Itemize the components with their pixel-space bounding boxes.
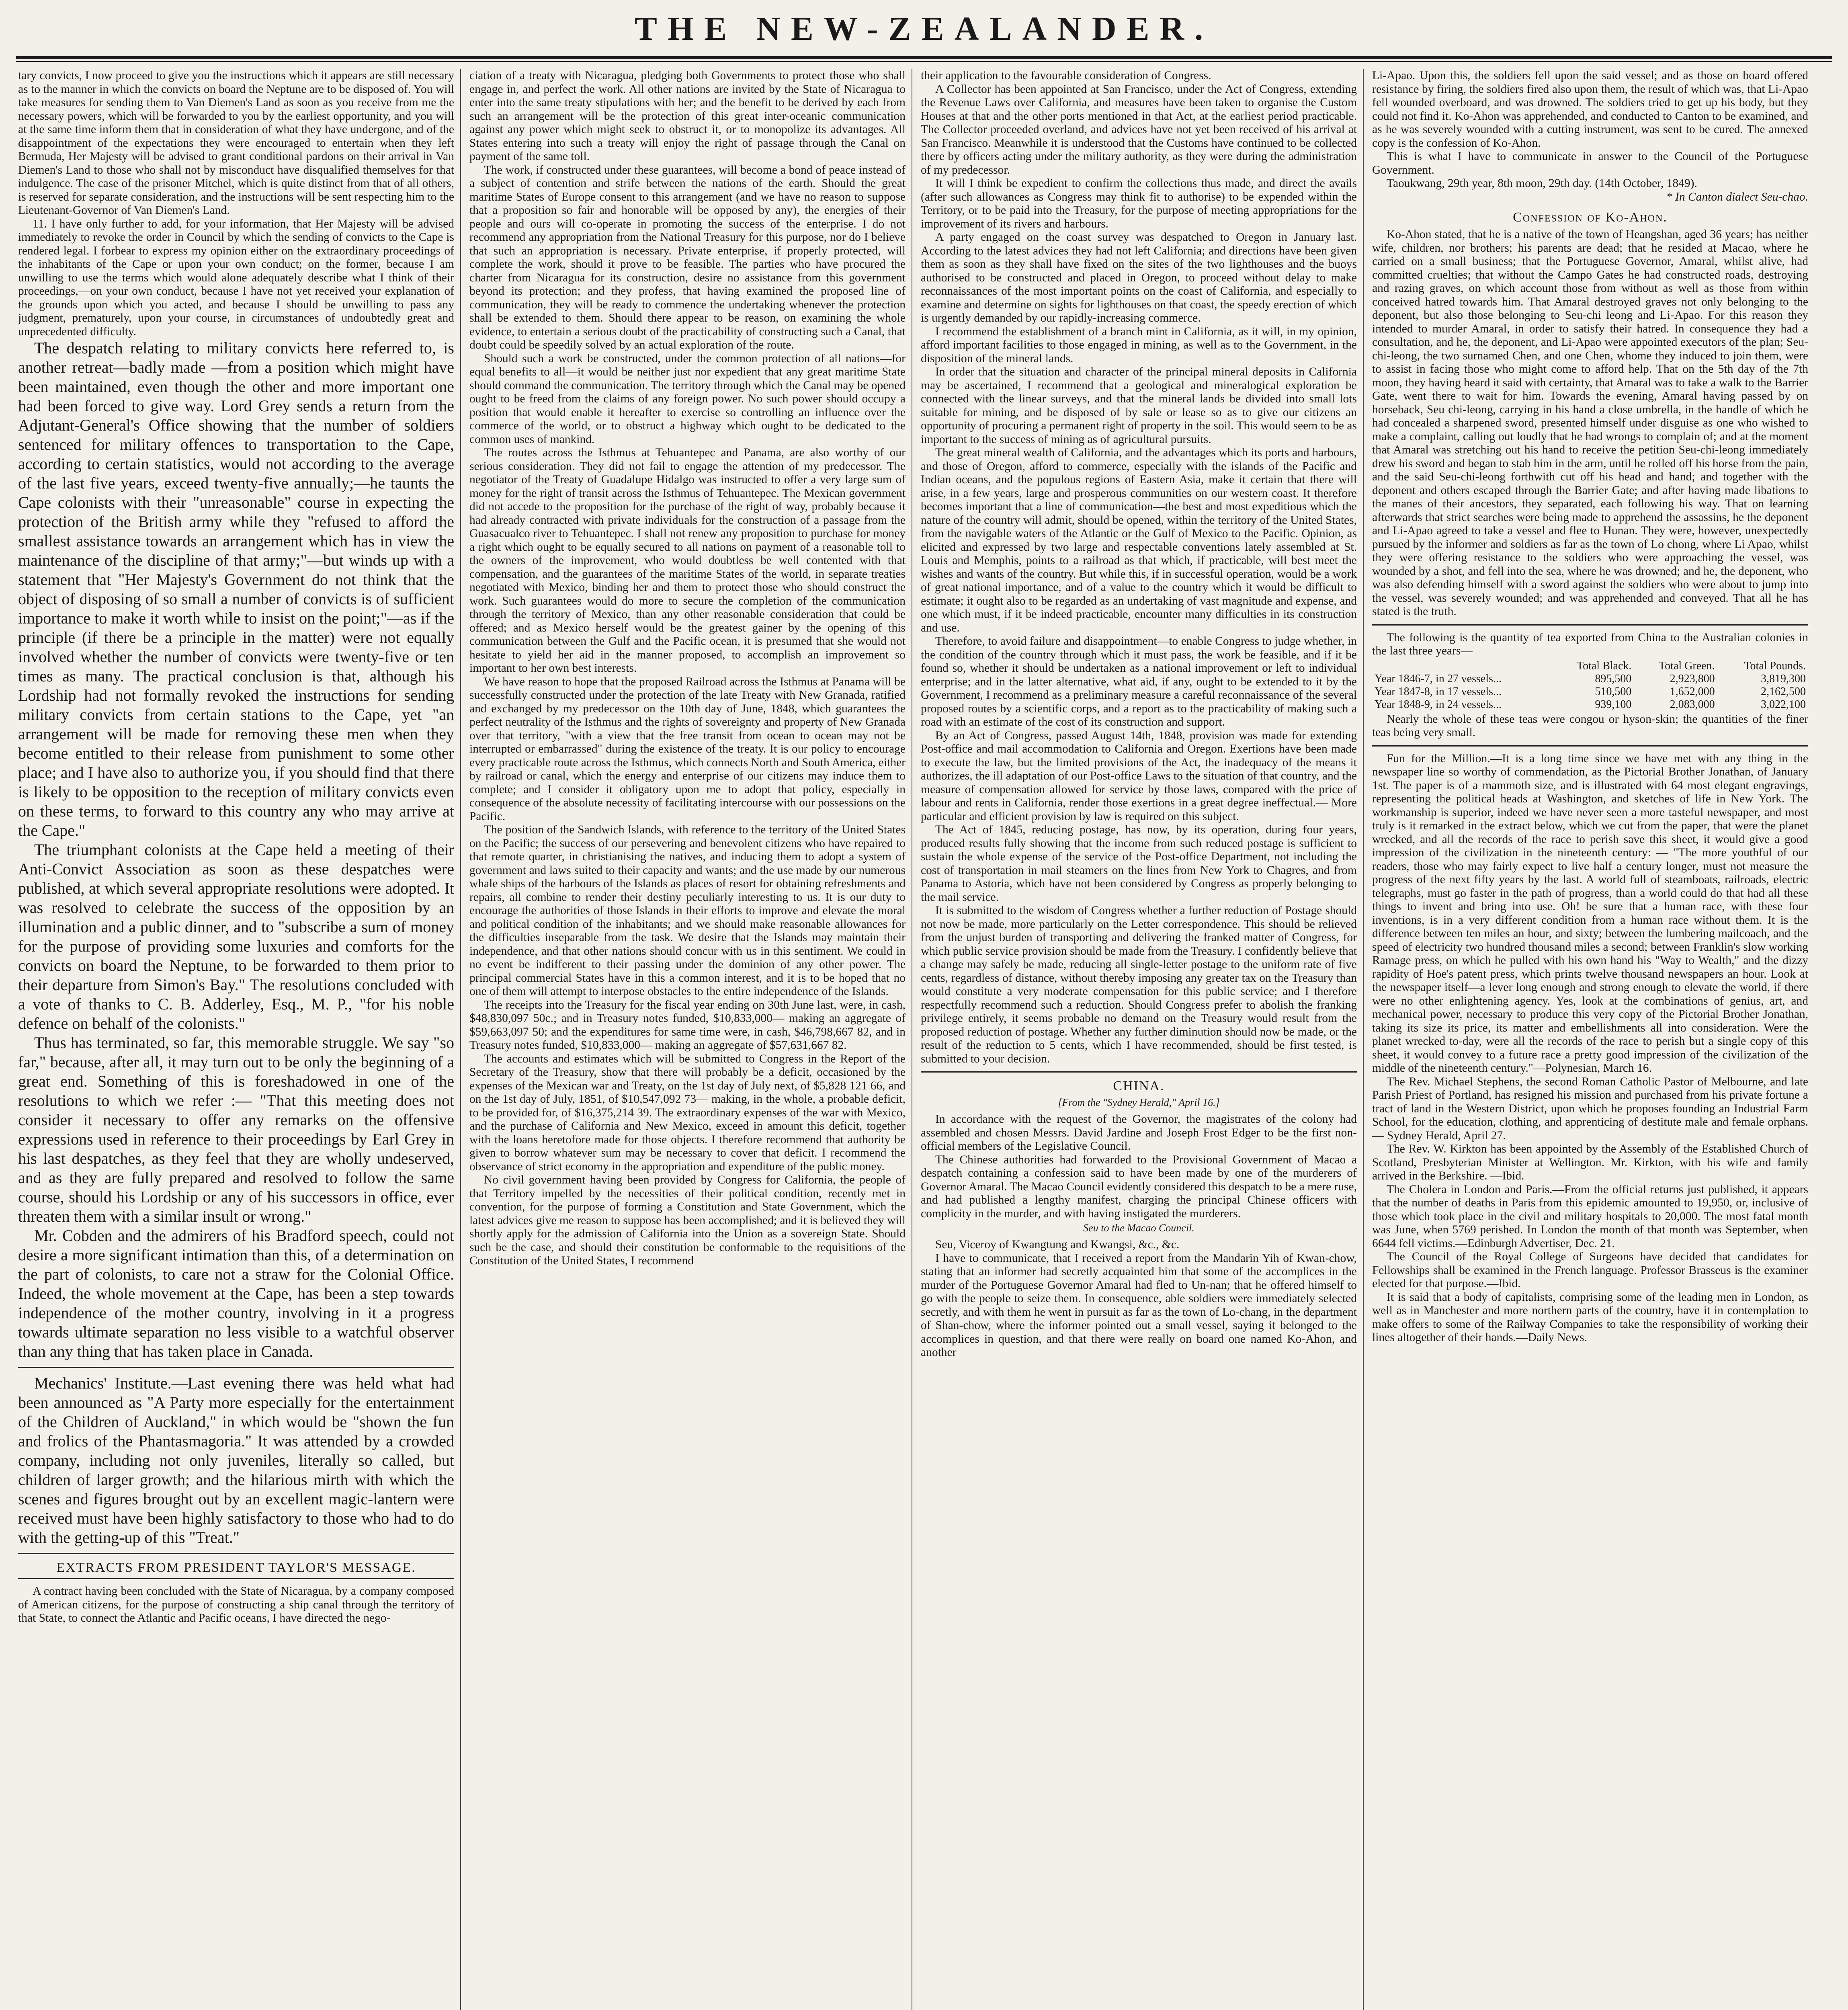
column-divider [1363,69,1364,2010]
paragraph: A contract having been concluded with the State of Nicaragua, by a company composed of American citizens, for the purpose of constructing a ship canal through the territory of that State, to connect the Atlantic and Pacific oceans, I have directed the nego- [18,1585,454,1624]
table-header: Total Pounds. [1744,659,1806,672]
paragraph: Should such a work be constructed, under the common protection of all nations—for equal benefits to all—it would be neither just nor expedient that any great maritime State should command the communication. The territory through which the Canal may be opened ought to be freed from the claims of any foreign power. No such power should occupy a position that would enable it hereafter to exercise so controlling an influence over the commerce of the world, or to obstruct a highway which ought to be dedicated to the common uses of mankind. [469,352,906,446]
table-cell: 3,022,100 [1761,698,1806,711]
table-cell: 1,652,000 [1670,685,1715,698]
paragraph: The Rev. Michael Stephens, the second Roman Catholic Pastor of Melbourne, and late Parish Priest of Portland, has resigned his mission and purchased from his private fortune a tract of land in the Western District, upon which he proposes founding an Industrial Farm School, for the education, clothing, and apprenticing of destitute male and female orphans.— Sydney Herald, April 27. [1372,1075,1808,1142]
table-header [1372,660,1552,673]
paragraph: It is said that a body of capitalists, comprising some of the leading men in London, as well as in Manchester and more northern parts of the country, have it in contemplation to make offers to some of the Railway Companies to take the responsibility of working their lines altogether of their hands.—Daily News. [1372,1290,1808,1344]
masthead [16,9,1832,53]
table-row [1372,685,1808,698]
subheading: Seu to the Macao Council. [1083,1222,1194,1234]
paragraph: Seu, Viceroy of Kwangtung and Kwangsi, &c., &c. [935,1238,1180,1251]
paragraph: their application to the favourable consideration of Congress. [921,69,1211,82]
paragraph: It is submitted to the wisdom of Congress whether a further reduction of Postage should not now be made, more particularly on the Letter correspondence. This should be relieved from the unjust burden of transporting and delivering the franked matter of Congress, for which public service provision should be made from the Treasury. I confidently believe that a change may safely be made, reducing all single-letter postage to the uniform rate of five cents, regardless of distance, without thereby imposing any greater tax on the Treasury than would constitute a very moderate compensation for this public service; and I therefore respectfully recommend such a reduction. Should Congress prefer to abolish the franking privilege entirely, it seems probable no demand on the Treasury would result from the proposed reduction of postage. Whether any further diminution should now be made, or the result of the reduction to 5 cents, which I have recommended, should be first tested, is submitted to your decision. [921,904,1357,1065]
paragraph: tary convicts, I now proceed to give you the instructions which it appears are still necessary as to the manner in which the convicts on board the Neptune are to be disposed of. You will take measures for sending them to Van Diemen's Land as soon as you receive from me the necessary powers, which will be forwarded to you by the earliest opportunity, and you will at the same time inform them that in consideration of what they have undergone, and of the disappointment of the expectations they were encouraged to entertain when they left Bermuda, Her Majesty will be advised to grant conditional pardons on their arrival in Van Diemen's Land to those who shall not by misconduct have disqualified themselves for that indulgence. The case of the prisoner Mitchel, which is quite distinct from that of all others, is reserved for separate consideration, and the instructions will be sent respecting him to the Lieutenant-Governor of Van Diemen's Land. [18,69,454,217]
paragraph: I have to communicate, that I received a report from the Mandarin Yih of Kwan-chow, stating that an informer had secretly acquainted him that some of the accomplices in the murder of the Portuguese Governor Amaral had fled to Un-nan; that he offered himself to go with the people to seize them. In consequence, able soldiers were immediately selected secretly, and with them he went in pursuit as far as the town of Lo-chang, in the department of Shan-chow, where the informer pointed out a small vessel, saying it belonged to the accomplices in question, and that there were really on board one named Ko-Ahon, and another [921,1251,1357,1359]
paragraph: Thus has terminated, so far, this memorable struggle. We say "so far," because, after all, it may turn out to be only the beginning of a great end. Something of this is foreshadowed in one of the resolutions to which we refer :— "That this meeting does not consider it necessary to offer any remarks on the offensive expressions used in reference to their proceedings by Earl Grey in his last despatches, as they feel that they are wholly undeserved, and as they are fully prepared and resolved to follow the same course, should his Lordship or any of his successors in office, ever threaten them with a similar insult or wrong." [18,1034,454,1225]
paragraph: Ko-Ahon stated, that he is a native of the town of Heangshan, aged 36 years; has neither wife, children, nor brothers; his parents are dead; that he resided at Macao, where he carried on a small business; that the Portuguese Governor, Amaral, whilst alive, had committed cruelties; that without the Campo Gates he had constructed roads, destroying and razing graves, on which account those from without as well as those from within conceived hatred towards him. That Amaral destroyed graves not only belonging to the deponent, but also those belonging to Seu-chi leong and Li-Apao. For this reason they intended to murder Amaral, in order to satisfy their hatred. In consequence they had a consultation, and he, the deponent, and Li-Apao were appointed executors of the plan; Seu-chi-leong, the two surnamed Chen, and one Chen, whome they induced to join them, were to assist in facing those who might come to afford help. That on the 5th day of the 7th moon, they having heard it said with certainty, that Amaral was to take a walk to the Barrier Gate, went there to wait for him. Towards the evening, Amaral having passed by on horseback, Seu chi-leong, carrying in his hand a close umbrella, in the handle of which he had concealed a sharpened sword, presented himself under disguise as one who wished to make a complaint, calling out loudly that he had wrongs to complain of; and at the moment that Amaral was stretching out his hand to receive the petition Seu-chi-leong immediately drew his sword and began to stab him in the arm, until he rolled off his horse from the pain, and the said Seu-chi-leong forthwith cut off his head and hand; and together with the deponent and others escaped through the Barrier Gate; and after having made libations to the manes of their ancestors, they separated, each following his way. That on learning afterwards that strict searches were being made to apprehend the assassins, he the deponent and Li-Apao agreed to take a vessel and flee to Hunan. They were, however, unexpectedly pursued by the informer and soldiers as far as the town of Lo chong, where Li Apao, whilst they were offering resistance to the soldiers who were approaching the vessel, was wounded by a shot, and fell into the sea, where he was drowned; and he, the deponent, who was also defending himself with a sword against the soldiers who were about to jump into the vessel, was severely wounded; and was apprehended and conveyed. That all he has stated is the truth. [1372,228,1808,618]
table-header-row [1372,660,1808,673]
table-header: Total Black. [1576,659,1632,672]
paragraph: The routes across the Isthmus at Tehuantepec and Panama, are also worthy of our serious consideration. They did not fail to engage the attention of my predecessor. The negotiator of the Treaty of Guadalupe Hidalgo was instructed to offer a very large sum of money for the right of transit across the Isthmus of Tehuantepec. The Mexican government did not accede to the proposition for the purchase of the right of way, probably because it had already contracted with private individuals for the construction of a passage from the Guasacualco river to Tehuantepec. I shall not renew any proposition to purchase for money a right which ought to be equally secured to all nations on payment of a reasonable toll to the owners of the improvement, who would doubtless be well contented with that compensation, and the guarantees of the maritime States of the world, in separate treaties negotiated with Mexico, binding her and them to protect those who should construct the work. Such guarantees would do more to secure the completion of the communication through the territory of Mexico, than any other reasonable consideration that could be offered; and as Mexico herself would be the greatest gainer by the opening of this communication between the Gulf and the Pacific ocean, it is presumed that she would not hesitate to yield her aid in the manner proposed, to accomplish an improvement so important to her own best interests. [469,446,906,675]
paragraph: The work, if constructed under these guarantees, will become a bond of peace instead of a subject of contention and strife between the nations of the earth. Should the great maritime States of Europe consent to this arrangement (and we have no reason to suppose that a proposition so fair and honorable will be opposed by any), the energies of their people and ours will co-operate in promoting the success of the enterprise. I do not recommend any appropriation from the National Treasury for this purpose, nor do I believe that such an appropriation is necessary. Private enterprise, if properly protected, will complete the work, should it prove to be feasible. The parties who have procured the charter from Nicaragua for its construction, desire no assistance from this government beyond its protection; and they profess, that having examined the proposed line of communication, they will be ready to commence the undertaking whenever the protection shall be extended to them. Should there appear to be reason, on examining the whole evidence, to entertain a serious doubt of the practicability of constructing such a Canal, that doubt could be speedily solved by an actual exploration of the route. [469,163,906,351]
paragraph: The Council of the Royal College of Surgeons have decided that candidates for Fellowships shall be examined in the French language. Professor Brasseus is the examiner elected for that purpose.—Ibid. [1372,1250,1808,1290]
table-cell: 939,100 [1595,698,1632,711]
separator [921,1071,1357,1073]
paragraph: The following is the quantity of tea exported from China to the Australian colonies in the last three years— [1372,631,1808,657]
paragraph: No civil government having been provided by Congress for California, the people of that Territory impelled by the necessities of their political condition, recently met in convention, for the purpose of forming a Constitution and State Government, which the latest advices give me reason to suppose has been accomplished; and it is believed they will shortly apply for the admission of California into the Union as a sovereign State. Should such be the case, and should their constitution be conformable to the requisitions of the Constitution of the United States, I recommend [469,1173,906,1267]
paragraph: The Rev. W. Kirkton has been appointed by the Assembly of the Established Church of Scotland, Presbyterian Minister at Wellington. Mr. Kirkton, with his wife and family arrived in the Berkshire. —Ibid. [1372,1142,1808,1182]
separator [1372,624,1808,626]
paragraph: The despatch relating to military convicts here referred to, is another retreat—badly made —from a position which might have been maintained, even though the other and more important one had been forced to give way. Lord Grey sends a return from the Adjutant-General's Office showing that the number of soldiers sentenced for military offences to transportation to the Cape, according to certain statistics, would not according to the average of the last five years, exceed twenty-five annually;—he taunts the Cape colonists with their "unreasonable" course in expecting the protection of the British army while they "refused to afford the smallest assistance towards an arrangement which has in view the maintenance of the discipline of that army;"—but winds up with a statement that "Her Majesty's Government do not think that the object of disposing of so small a number of convicts is of sufficient importance to make it worth while to insist on the point;"—as if the principle (if there be a principle in the matter) were not equally involved whether the number of convicts were twenty-five or ten times as many. The practical conclusion is that, although his Lordship had not formally revoked the instructions for sending military convicts from certain stations to the Cape, yet "an arrangement will be made for removing these men when they become entitled to their release from punishment to some other place; and I have also to authorize you, if you should find that there is likely to be opposition to the reception of military convicts even on these terms, to forward to this country any who may arrive at the Cape." [18,339,454,839]
table-cell: Year 1848-9, in 24 vessels... [1375,698,1502,711]
paragraph: Mr. Cobden and the admirers of his Bradford speech, could not desire a more significant intimation than this, of a determination on the part of colonists, to care not a straw for the Colonial Office. Indeed, the whole movement at the Cape, has been a step towards independence of the mother country, involving in it a progress towards ultimate separation no less visible to a watchful observer than any thing that has taken place in Canada. [18,1227,454,1360]
table-cell: 3,819,300 [1761,672,1806,685]
paragraph: In order that the situation and character of the principal mineral deposits in California may be ascertained, I recommend that a geological and mineralogical exploration be connected with the linear surveys, and that the mineral lands be divided into small lots suitable for mining, and be disposed of by sale or lease so as to give our citizens an opportunity of procuring a permanent right of property in the soil. This would seem to be as important to the success of mining as of agricultural pursuits. [921,365,1357,446]
table-cell: 510,500 [1595,685,1632,698]
paragraph: The position of the Sandwich Islands, with reference to the territory of the United States on the Pacific; the success of our persevering and benevolent citizens who have repaired to that remote quarter, in christianising the natives, and inducing them to adopt a system of government and laws suited to their capacity and wants; and the use made by our numerous whale ships of the harbours of the Islands as places of resort for obtaining refreshments and repairs, all combine to render their destiny peculiarly interesting to us. It is our duty to encourage the authorities of those Islands in their efforts to improve and elevate the moral and political condition of the inhabitants; and we should make reasonable allowances for the difficulties inseparable from the task. We desire that the Islands may maintain their independence, and that other nations should concur with us in this sentiment. We could in no event be indifferent to their passing under the dominion of any other power. The principal commercial States have in this a common interest, and it is to be hoped that no one of them will attempt to interpose obstacles to the entire independence of the Islands. [469,823,906,998]
paragraph: The triumphant colonists at the Cape held a meeting of their Anti-Convict Association as soon as these despatches were published, at which several appropriate resolutions were adopted. It was resolved to celebrate the success of the opposition by an illumination and a public dinner, and to "subscribe a sum of money for the purpose of providing some luxuries and comforts for the convicts on board the Neptune, to be forwarded to them prior to their departure from Simon's Bay." The resolutions concluded with a vote of thanks to C. B. Adderley, Esq., M. P., "for his noble defence on behalf of the colonists." [18,841,454,1032]
paragraph: Fun for the Million.—It is a long time since we have met with any thing in the newspaper line so worthy of commendation, as the Pictorial Brother Jonathan, of January 1st. The paper is of a mammoth size, and is illustrated with 64 most elegant engravings, representing the political heads at Washington, and sketches of life in New York. The workmanship is superior, indeed we have never seen a more tasteful newspaper, and most truly is it remarked in the extract below, which we cut from the paper, that were the planet wrecked, and all the records of the race to perish save this sheet, it would give a good impression of the civilization in the nineteenth century: — "The more youthful of our readers, those who may fairly expect to live half a century longer, must not measure the progress of the next fifty years by the last. A world full of steamboats, railroads, electric telegraphs, must go faster in the path of progress, than a world could do that had all these things to invent and bring into use. Oh! be sure that a human race, with these four inventions, is in a very different condition from a human race without them. It is the difference between ten miles an hour, and sixty; between the lumbering mailcoach, and the speed of electricity two hundred thousand miles a second; between Franklin's slow working Ramage press, on which he pulled with his own hand his "Way to Wealth," and the dizzy rapidity of Hoe's patent press, which prints twelve thousand newspapers an hour. Look at the newspaper itself—a lever long enough and strong enough to elevate the world, if there were no other enlightening agency. Yes, look at the combinations of genius, art, and mechanical power, necessary to produce this very copy of the Pictorial Brother Jonathan, taking its size its price, its matter and embellishments all into consideration. Were the planet wrecked to-day, were all the records of the race to perish but a single copy of this sheet, it would convey to a future race a pretty good impression of the civilization of the middle of the nineteenth century."—Polynesian, March 16. [1372,752,1808,1075]
column-3 [921,69,1357,2010]
column-4 [1372,69,1808,2010]
paragraph: Mechanics' Institute.—Last evening there was held what had been announced as "A Party more especially for the entertainment of the Children of Auckland," in which would be "shown the fun and frolics of the Phantasmagoria." It was attended by a crowded company, including not only juveniles, literally so called, but children of larger growth; and the hilarious mirth with which the scenes and figures brought out by an excellent magic-lantern were received must have been highly satisfactory to those who had to do with the getting-up of this "Treat." [18,1374,454,1546]
separator [1372,745,1808,747]
footnote: * In Canton dialect Seu-chao. [1666,190,1808,203]
table-cell: Year 1847-8, in 17 vessels... [1375,685,1502,698]
paragraph: The receipts into the Treasury for the fiscal year ending on 30th June last, were, in cash, $48,830,097 50c.; and in Treasury notes funded, $10,833,000— making an aggregate of $59,663,097 50; and the expenditures for same time were, in cash, $46,798,667 82, and in Treasury notes funded, $10,833,000— making an aggregate of $57,631,667 82. [469,998,906,1052]
paragraph: The Cholera in London and Paris.—From the official returns just published, it appears that the number of deaths in Paris from this epidemic amounted to 19,950, or, inclusive of those which took place in the civil and military hospitals to 20,000. The most fatal month was June, when 5769 perished. In London the month of that month was September, when 6644 fell victims.—Edinburgh Advertiser, Dec. 21. [1372,1183,1808,1250]
paragraph: The Act of 1845, reducing postage, has now, by its operation, during four years, produced results fully showing that the income from such reduced postage is sufficient to sustain the whole expense of the service of the Post-office Department, not including the cost of transportation in mail steamers on the lines from New York to Chagres, and from Panama to Astoria, which have not been considered by Congress as properly belonging to the mail service. [921,823,1357,904]
table-header: Total Green. [1659,659,1715,672]
paragraph: This is what I have to communicate in answer to the Council of the Portuguese Government. [1372,150,1808,176]
paragraph: Taoukwang, 29th year, 8th moon, 29th day. (14th October, 1849). [1387,177,1697,190]
table-cell: 2,162,500 [1761,685,1806,698]
table-row [1372,673,1808,685]
column-divider [460,69,461,2010]
table-cell: 895,500 [1595,672,1632,685]
masthead-rule [16,56,1832,59]
section-heading: Confession of Ko-Ahon. [1513,210,1668,225]
tea-export-table [1372,660,1808,711]
paragraph: A party engaged on the coast survey was despatched to Oregon in January last. According to the latest advices they had not left California; and directions have been given them as soon as they shall have fixed on the sites of the two lighthouses and the buoys authorised to be constructed and placed in Oregon, to proceed without delay to make reconnaissances of the most important points on the coast of California, and especially to examine and determine on sights for lighthouses on that coast, the speedy erection of which is urgently demanded by our rapidly-increasing commerce. [921,231,1357,324]
separator [18,1367,454,1368]
paragraph: Li-Apao. Upon this, the soldiers fell upon the said vessel; and as those on board offered resistance by firing, the soldiers fired also upon them, the result of which was, that Li-Apao fell wounded overboard, and was drowned. The soldiers tried to get up his body, but they could not find it. Ko-Ahon was apprehended, and conducted to Canton to be examined, and as he was severely wounded with a cutting instrument, was sent to be cured. The annexed copy is the confession of Ko-Ahon. [1372,69,1808,150]
table-cell: 2,083,000 [1670,698,1715,711]
table-cell: 2,923,800 [1670,672,1715,685]
separator [18,1578,454,1579]
paragraph: We have reason to hope that the proposed Railroad across the Isthmus at Panama will be successfully constructed under the protection of the late Treaty with New Granada, ratified and exchanged by my predecessor on the 10th day of June, 1848, which guarantees the perfect neutrality of the Isthmus and the rights of sovereignty and property of New Granada over that territory, "with a view that the free transit from ocean to ocean may not be interrupted or embarrassed" during the existence of the treaty. It is our policy to encourage every practicable route across the Isthmus, which connects North and South America, either by railroad or canal, which the energy and enterprise of our citizens may induce them to complete; and I consider it obligatory upon me to adopt that policy, especially in consequence of the absolute necessity of facilitating intercourse with our possessions on the Pacific. [469,675,906,823]
paragraph: By an Act of Congress, passed August 14th, 1848, provision was made for extending Post-office and mail accommodation to California and Oregon. Exertions have been made to execute the law, but the limited provisions of the Act, the inadequacy of the means it authorizes, the ill adaptation of our Post-office Laws to the situation of that country, and the measure of compensation allowed for service by those laws, compared with the price of labour and rents in California, render those exertions in a great degree ineffectual.— More particular and efficient provision by law is required on this subject. [921,729,1357,823]
masthead-rule-thin [16,61,1832,62]
section-heading: CHINA. [1113,1079,1165,1093]
paragraph: 11. I have only further to add, for your information, that Her Majesty will be advised immediately to revoke the order in Council by which the sending of convicts to the Cape is rendered legal. I forbear to express my opinion either on the extraordinary proceedings of the inhabitants of the Cape or upon your own conduct; on the former, because I am unwilling to use the terms which would alone adequately describe what I think of their proceedings,—on your own conduct, because I have not yet received your explanation of the grounds upon which you acted, and because I should be unwilling to pass any judgment, prematurely, upon your course, in circumstances of undoubtedly great and unprecedented difficulty. [18,217,454,338]
separator [18,1553,454,1554]
paragraph: In accordance with the request of the Governor, the magistrates of the colony had assembled and chosen Messrs. David Jardine and Joseph Frost Edger to be the first non-official members of the Legislative Council. [921,1113,1357,1153]
paragraph: It will I think be expedient to confirm the collections thus made, and direct the avails (after such allowances as Congress may think fit to authorise) to be expended within the Territory, or to be paid into the Treasury, for the purpose of meeting appropriations for the improvement of its rivers and harbours. [921,177,1357,230]
table-cell: Year 1846-7, in 27 vessels... [1375,672,1502,685]
paragraph: ciation of a treaty with Nicaragua, pledging both Governments to protect those who shall engage in, and perfect the work. All other nations are invited by the State of Nicaragua to enter into the same treaty stipulations with her; and the benefit to be derived by each from such an arrangement will be the protection of this great inter-oceanic communication against any power which might seek to obstruct it, or to monopolize its advantages. All States entering into such a treaty will enjoy the right of passage through the Canal on payment of the same toll. [469,69,906,163]
paragraph: The great mineral wealth of California, and the advantages which its ports and harbours, and those of Oregon, afford to commerce, especially with the islands of the Pacific and Indian oceans, and the populous regions of Eastern Asia, make it certain that there will arise, in a few years, large and prosperous communities on our western coast. It therefore becomes important that a line of communication—the best and most expeditious which the nature of the country will admit, should be opened, within the territory of the United States, from the navigable waters of the Atlantic or the Gulf of Mexico to the Pacific. Opinion, as elicited and expressed by two large and respectable conventions lately assembled at St. Louis and Memphis, points to a railroad as that which, if practicable, will best meet the wishes and wants of the country. But while this, if in successful operation, would be a work of great national importance, and of a value to the country which it would be difficult to estimate; it ought also to be regarded as an undertaking of vast magnitude and expense, and one which must, if it be indeed practicable, encounter many difficulties in its construction and use. [921,446,1357,634]
section-heading: EXTRACTS FROM PRESIDENT TAYLOR'S MESSAGE. [56,1560,416,1575]
column-2 [469,69,906,2010]
paragraph: The accounts and estimates which will be submitted to Congress in the Report of the Secretary of the Treasury, show that there will probably be a deficit, occasioned by the expenses of the Mexican war and Treaty, on the 1st day of July next, of $5,828 121 66, and on the 1st day of July, 1851, of $10,547,092 73— making, in the whole, a probable deficit, to be provided for, of $16,375,214 39. The extraordinary expenses of the war with Mexico, and the purchase of California and New Mexico, exceed in amount this deficit, together with the loans heretofore made for those objects. I therefore recommend that authority be given to borrow whatever sum may be necessary to cover that deficit. I recommend the observance of strict economy in the appropriation and expenditure of the public money. [469,1052,906,1173]
source-note: [From the "Sydney Herald," April 16.] [1058,1097,1220,1108]
table-row [1372,698,1808,711]
newspaper-title: THE NEW-ZEALANDER. [634,10,1214,47]
paragraph: I recommend the establishment of a branch mint in California, as it will, in my opinion, afford important facilities to those engaged in mining, as well as to the Government, in the disposition of the mineral lands. [921,325,1357,365]
column-1 [18,69,454,2010]
paragraph: The Chinese authorities had forwarded to the Provisional Government of Macao a despatch containing a confession said to have been made by one of the murderers of Governor Amaral. The Macao Council evidently considered this despatch to be a mere ruse, and had published a lengthy manifest, charging the principal Chinese officers with complicity in the murder, and with having instigated the murderers. [921,1153,1357,1220]
paragraph: A Collector has been appointed at San Francisco, under the Act of Congress, extending the Revenue Laws over California, and measures have been taken to organise the Custom Houses at that and the other ports mentioned in that Act, at the earliest period practicable. The Collector proceeded overland, and advices have not yet been received of his arrival at San Francisco. Meanwhile it is understood that the Customs have continued to be collected there by officers acting under the military authority, as they were during the administration of my predecessor. [921,82,1357,176]
paragraph: Nearly the whole of these teas were congou or hyson-skin; the quantities of the finer teas being very small. [1372,712,1808,739]
paragraph: Therefore, to avoid failure and disappointment—to enable Congress to judge whether, in the condition of the country through which it must pass, the work be feasible, and if it be found so, whether it should be undertaken as a national improvement or left to individual enterprise; and in the latter alternative, what aid, if any, ought to be extended to it by the Government, I recommend as a preliminary measure a careful reconnaissance of the several proposed routes by a scientific corps, and a report as to the practicability of making such a road with an estimate of the cost of its construction and support. [921,635,1357,728]
